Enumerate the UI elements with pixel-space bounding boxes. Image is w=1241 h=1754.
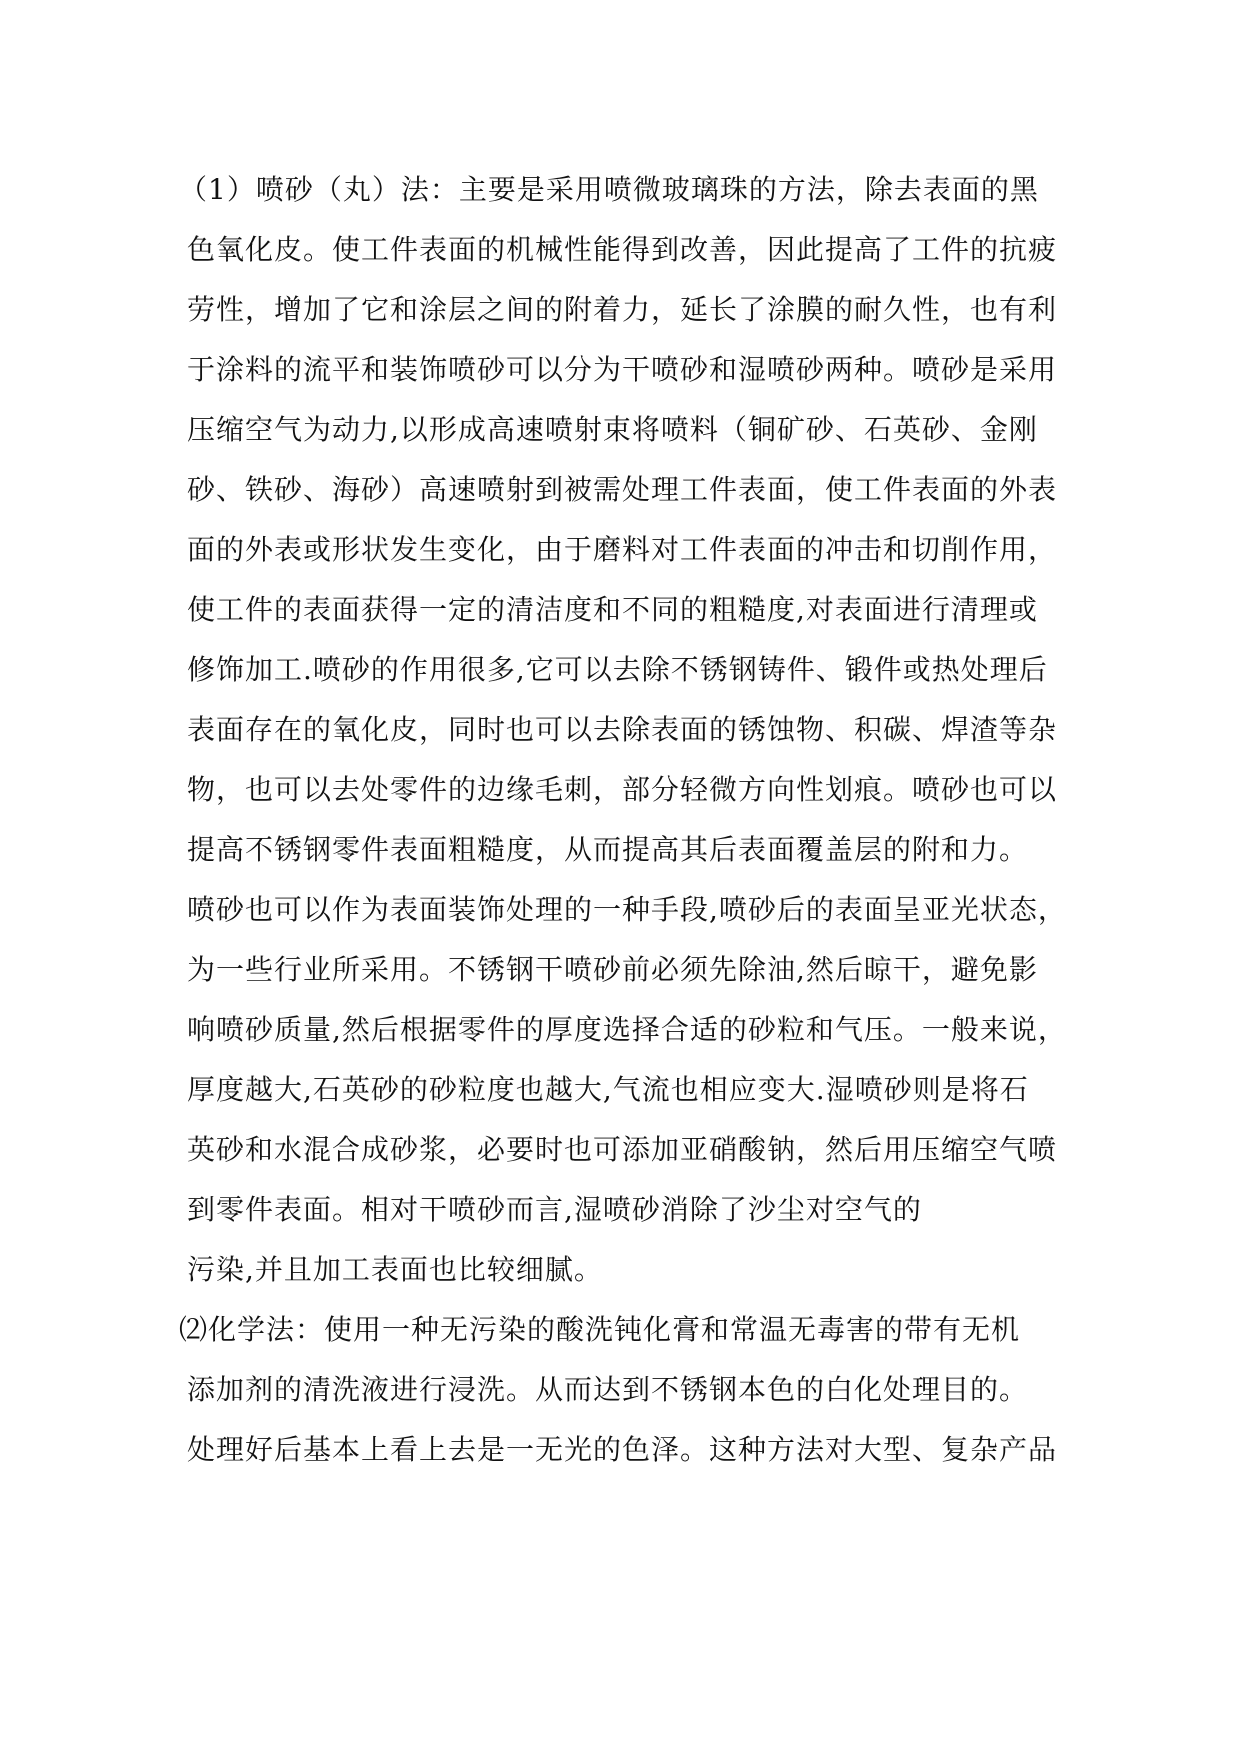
text-line: 修饰加工.喷砂的作用很多,它可以去除不锈钢铸件、锻件或热处理后	[187, 653, 1048, 686]
text-line: 提高不锈钢零件表面粗糙度，从而提高其后表面覆盖层的附和力。	[187, 833, 1029, 866]
text-line: 响喷砂质量,然后根据零件的厚度选择合适的砂粒和气压。一般来说，	[187, 1013, 1067, 1046]
text-line: 英砂和水混合成砂浆，必要时也可添加亚硝酸钠，然后用压缩空气喷	[187, 1133, 1058, 1166]
text-line: 使工件的表面获得一定的清洁度和不同的粗糙度,对表面进行清理或	[187, 593, 1038, 626]
text-line: 面的外表或形状发生变化，由于磨料对工件表面的冲击和切削作用，	[187, 533, 1058, 566]
text-line: 砂、铁砂、海砂）高速喷射到被需处理工件表面，使工件表面的外表	[187, 473, 1058, 506]
text-line: 为一些行业所采用。不锈钢干喷砂前必须先除油,然后晾干，避免影	[187, 953, 1038, 986]
text-line: ⑵化学法：使用一种无污染的酸洗钝化膏和常温无毒害的带有无机	[179, 1313, 1021, 1346]
text-line: 于涂料的流平和装饰喷砂可以分为干喷砂和湿喷砂两种。喷砂是采用	[187, 353, 1058, 386]
text-line: 表面存在的氧化皮，同时也可以去除表面的锈蚀物、积碳、焊渣等杂	[187, 713, 1058, 746]
text-line: 污染,并且加工表面也比较细腻。	[187, 1253, 603, 1286]
text-line: 厚度越大,石英砂的砂粒度也越大,气流也相应变大.湿喷砂则是将石	[187, 1073, 1029, 1106]
text-line: 处理好后基本上看上去是一无光的色泽。这种方法对大型、复杂产品	[187, 1433, 1058, 1466]
text-line: 色氧化皮。使工件表面的机械性能得到改善，因此提高了工件的抗疲	[187, 233, 1058, 266]
text-line: 物，也可以去处零件的边缘毛刺，部分轻微方向性划痕。喷砂也可以	[187, 773, 1058, 806]
text-line: 添加剂的清洗液进行浸洗。从而达到不锈钢本色的白化处理目的。	[187, 1373, 1029, 1406]
text-line: 压缩空气为动力,以形成高速喷射束将喷料（铜矿砂、石英砂、金刚	[187, 413, 1038, 446]
text-line: 到零件表面。相对干喷砂而言,湿喷砂消除了沙尘对空气的	[187, 1193, 922, 1226]
text-line: 劳性，增加了它和涂层之间的附着力，延长了涂膜的耐久性，也有利	[187, 293, 1058, 326]
body-text	[179, 160, 1067, 1480]
text-line: 喷砂也可以作为表面装饰处理的一种手段,喷砂后的表面呈亚光状态，	[187, 893, 1067, 926]
text-line: （1）喷砂（丸）法：主要是采用喷微玻璃珠的方法，除去表面的黑	[179, 173, 1039, 206]
